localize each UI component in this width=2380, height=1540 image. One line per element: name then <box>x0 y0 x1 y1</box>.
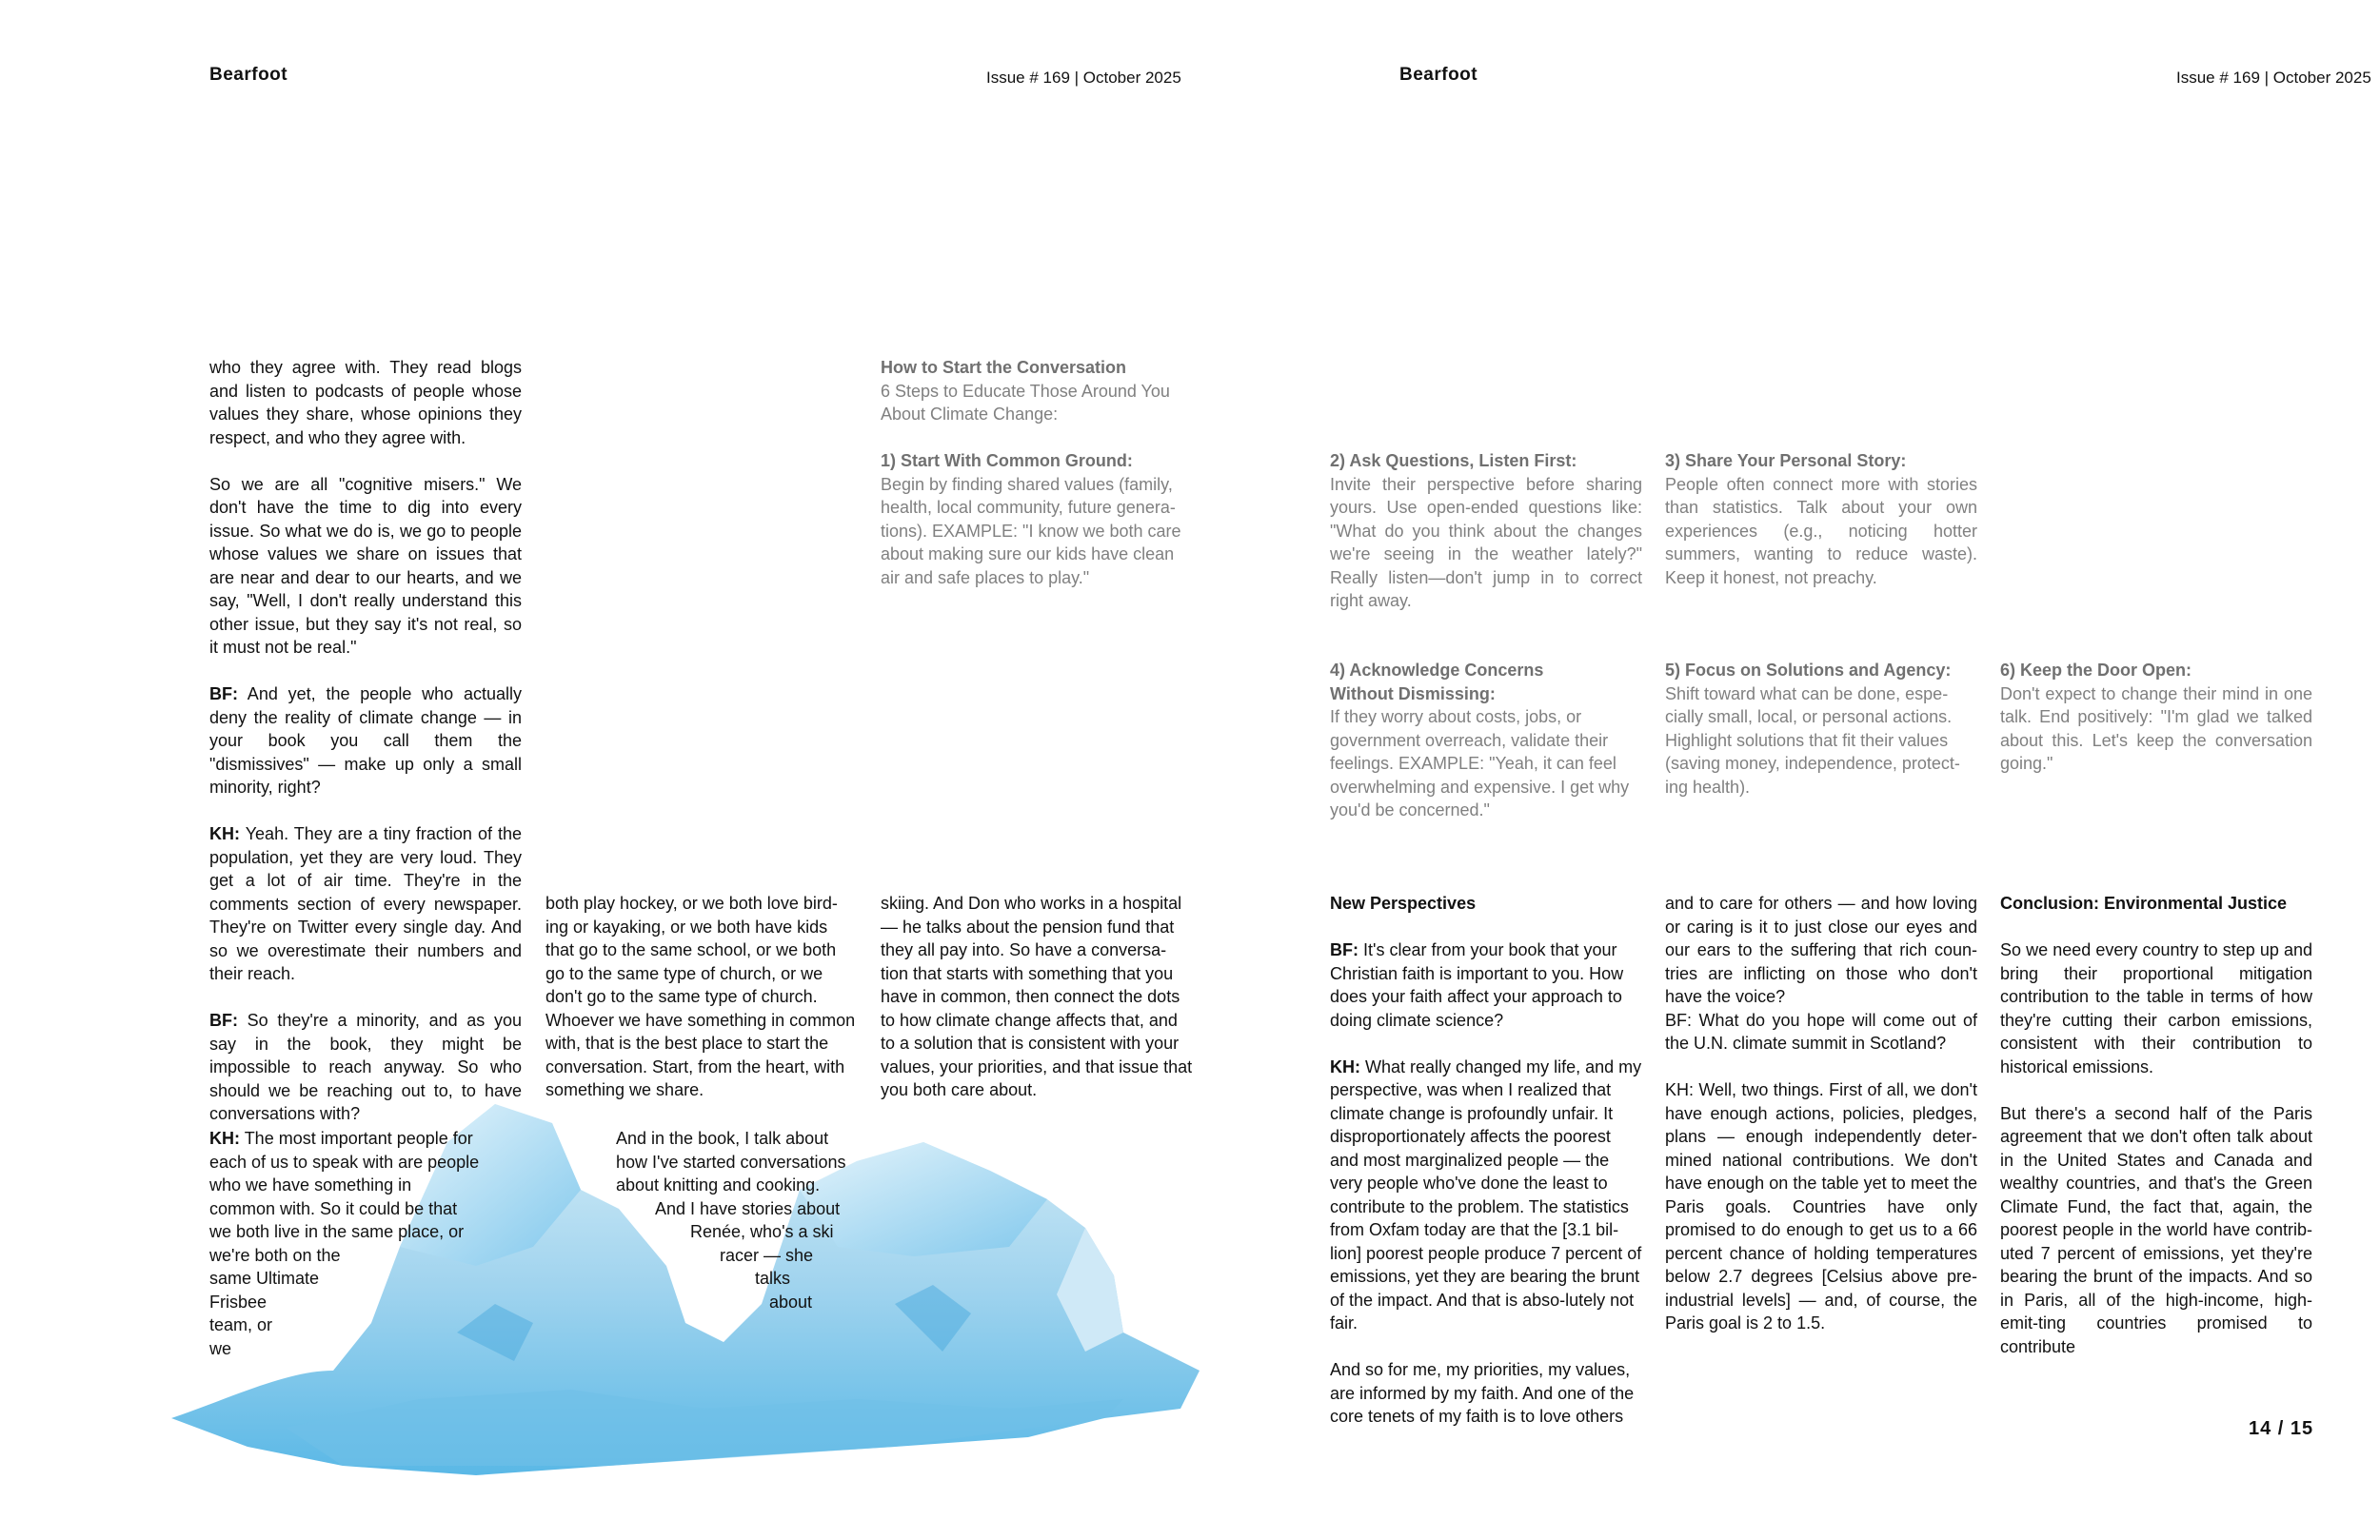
step-title: 4) Acknowledge Concerns Without Dismissing: <box>1330 661 1544 703</box>
wrap-line: we're both on the <box>209 1245 341 1265</box>
wrap-line: Renée, who's a ski <box>690 1222 834 1241</box>
wrap-line: about <box>769 1292 813 1312</box>
step-6 <box>2000 659 2312 799</box>
wrap-line: And I have stories about <box>655 1198 841 1218</box>
wrap-line: we both live in the same place, or <box>209 1222 465 1241</box>
page-number: 14 / 15 <box>2249 1418 2314 1439</box>
step-4 <box>1330 659 1642 845</box>
right-col-2 <box>1665 892 1977 1358</box>
left-col-1-wrap <box>209 1127 495 1360</box>
section-title: Conclusion: Environmental Justice <box>2000 894 2288 913</box>
step-1-title: 1) Start With Common Ground: <box>881 451 1133 470</box>
step-body: Shift toward what can be done, espe-cially small, local, or personal actions. Highlight solutions that fit their values (saving money, independence, protect-ing health). <box>1665 683 1960 797</box>
step-5 <box>1665 659 1977 822</box>
paragraph-kh-1: KH: Yeah. They are a tiny fraction of the population, yet they are very loud. They get a lot of air time. They're in the comments section of every newspaper. They're on Twitter every single day. And so we overestimate their numbers and their reach. <box>209 824 522 983</box>
paragraph: and to care for others — and how loving or caring is it to just close our eyes and our ears to the suffering that rich coun-tries are inflicting on those who don't have the voice? BF: What do you hope will come out of the U.N. climate summit in Scotland? <box>1665 894 1977 1053</box>
sidebar-subtitle: 6 Steps to Educate Those Around You About Climate Change: <box>881 381 1170 424</box>
paragraph: And so for me, my priorities, my values, are informed by my faith. And one of the core tenets of my faith is to love others <box>1330 1360 1635 1426</box>
step-title: 5) Focus on Solutions and Agency: <box>1665 661 1952 680</box>
right-col-1 <box>1330 892 1642 1451</box>
wrap-line: racer — she <box>720 1245 814 1265</box>
step-body: People often connect more with stories than statistics. Talk about your own experiences (e.g., noticing hotter summers, wanting to reduce waste). Keep it honest, not preachy. <box>1665 474 1977 587</box>
paragraph: KH: Well, two things. First of all, we don't have enough actions, policies, pledges, plans — enough independently deter-mined national contributions. We don't have enough on the table yet to meet the Paris goals. Countries have only promised to do enough to get us to a 66 percent chance of holding temperatures below 2.7 degrees [Celsius above pre-industrial levels] — and, of course, the Paris goal is 2 to 1.5. <box>1665 1080 1977 1333</box>
sidebar-title: How to Start the Conversation <box>881 358 1127 377</box>
wrap-line: who we have something in <box>209 1175 412 1194</box>
wrap-line: we <box>209 1338 232 1358</box>
issue-right: Issue # 169 | October 2025 <box>2176 69 2371 87</box>
paragraph: both play hockey, or we both love bird-ing or kayaking, or we both have kids that go to the same school, or we both go to the same type of church, or we don't go to the same type of church. Whoever we have something in common with, that is the best place to start the conversation. Start, from the heart, with something we share. <box>545 894 856 1099</box>
step-body: If they worry about costs, jobs, or government overreach, validate their feelings. EXAMPLE: "Yeah, it can feel overwhelming and expensive. I get why you'd be concerned." <box>1330 707 1630 819</box>
wrap-line: common with. So it could be that <box>209 1198 458 1218</box>
paragraph-bf-1: BF: And yet, the people who actually deny the reality of climate change — in your book you call them the "dismissives" — make up only a small minority, right? <box>209 684 522 797</box>
left-col-1 <box>209 356 522 1149</box>
wrap-line: team, or <box>209 1315 273 1334</box>
issue-left: Issue # 169 | October 2025 <box>986 69 1181 87</box>
step-3 <box>1665 449 1977 613</box>
wrap-line: how I've started conversations <box>616 1152 846 1172</box>
paragraph: skiing. And Don who works in a hospital — he talks about the pension fund that they all pay into. So have a conversa-tion that starts with something that you have in common, then connect the dots to how climate change affects that, and to a solution that is consistent with your values, your priorities, and that issue that you both care about. <box>881 894 1193 1099</box>
paragraph: But there's a second half of the Paris agreement that we don't often talk about in the United States and Canada and wealthy countries, and that's the Green Climate Fund, the fact that, again, the poorest people in the world have contrib-uted 7 percent of emissions, yet they're bearing the brunt of the impacts. And so in Paris, all of the high-income, high-emit-ting countries promised to contribute <box>2000 1103 2312 1356</box>
sidebar-how-to-start <box>881 356 1193 613</box>
brand-right: Bearfoot <box>1399 65 1478 85</box>
step-1-body: Begin by finding shared values (family, health, local community, future genera-tions). EXAMPLE: "I know we both care about making sure our kids have clean air and safe places to play." <box>881 474 1181 587</box>
step-title: 2) Ask Questions, Listen First: <box>1330 451 1577 470</box>
left-col-2-wrap <box>545 1127 858 1313</box>
paragraph: So we are all "cognitive misers." We don't have the time to dig into every issue. So what we do is, we go to people whose values we share on issues that are near and dear to our hearts, and we say, "Well, I don't really understand this other issue, but they say it's not real, so it must not be real." <box>209 474 522 657</box>
right-col-3 <box>2000 892 2312 1382</box>
step-body: Don't expect to change their mind in one talk. End positively: "I'm glad we talked about this. Let's keep the conversation going." <box>2000 683 2312 773</box>
left-col-3 <box>881 892 1193 1125</box>
paragraph-bf-2: BF: So they're a minority, and as you say in the book, they might be impossible to reach anyway. So who should we be reaching out to, to have conversations with? <box>209 1011 522 1123</box>
left-col-2 <box>545 892 858 1125</box>
step-body: Invite their perspective before sharing yours. Use open-ended questions like: "What do you think about the changes we're seeing in the weather lately?" Really listen—don't jump in to correct right away. <box>1330 474 1642 610</box>
paragraph-bf: BF: It's clear from your book that your Christian faith is important to you. How does your faith affect your approach to doing climate science? <box>1330 940 1624 1030</box>
wrap-line: about knitting and cooking. <box>616 1175 821 1194</box>
wrap-line: talks <box>755 1269 791 1288</box>
brand-left: Bearfoot <box>209 65 288 85</box>
wrap-line: And in the book, I talk about <box>616 1129 829 1148</box>
wrap-line: Frisbee <box>209 1292 268 1312</box>
step-title: 3) Share Your Personal Story: <box>1665 451 1907 470</box>
wrap-line: KH: The most important people for <box>209 1129 473 1148</box>
paragraph: So we need every country to step up and bring their proportional mitigation contribution to the table in terms of how they're cutting their carbon emissions, consistent with their contribution to historical emissions. <box>2000 940 2312 1076</box>
wrap-line: each of us to speak with are people <box>209 1152 480 1172</box>
step-2 <box>1330 449 1642 636</box>
paragraph-kh: KH: What really changed my life, and my perspective, was when I realized that climate change is profoundly unfair. It disproportionately affects the poorest and most marginalized people — the very people who've done the least to contribute to the problem. The statistics from Oxfam today are that the [3.1 bil-lion] poorest people produce 7 percent of emissions, yet they are bearing the brunt of the impact. And that is abso-lutely not fair. <box>1330 1056 1642 1333</box>
step-title: 6) Keep the Door Open: <box>2000 661 2192 680</box>
paragraph: who they agree with. They read blogs and listen to podcasts of people whose values they share, whose opinions they respect, and who they agree with. <box>209 358 522 447</box>
wrap-line: same Ultimate <box>209 1269 320 1288</box>
section-title: New Perspectives <box>1330 894 1477 913</box>
